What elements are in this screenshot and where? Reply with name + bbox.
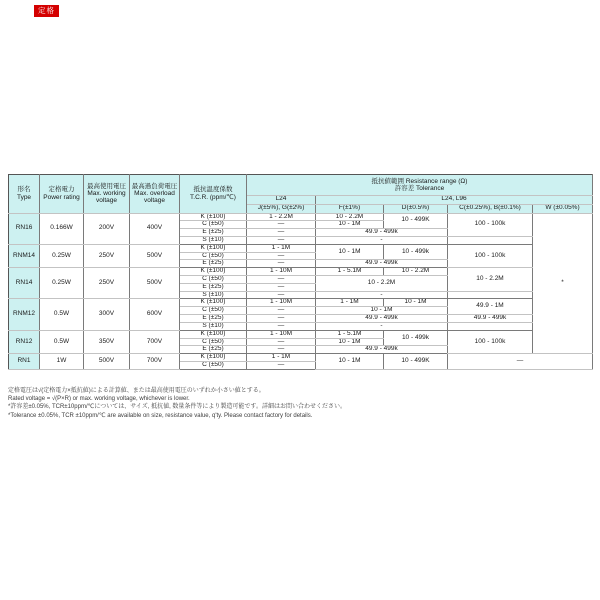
power-cell-rn14: 0.25W — [40, 268, 84, 299]
col-header-overload-ja: 最高過負荷電圧 — [131, 182, 178, 190]
range-cell: 49.9 - 499k — [316, 315, 448, 323]
tcr-cell: C (±50) — [180, 276, 247, 284]
working-cell-rn14: 250V — [84, 268, 130, 299]
overload-cell-rn14: 500V — [130, 268, 180, 299]
tcr-cell: S (±10) — [180, 236, 247, 244]
col-header-power-en: Power rating — [43, 193, 80, 201]
tcr-cell: E (±25) — [180, 229, 247, 237]
col-header-type-en: Type — [16, 193, 32, 201]
range-cell: 100 - 100k — [448, 213, 533, 236]
overload-cell-rnm14: 500V — [130, 244, 180, 267]
footnote-line-3: *許容差±0.05%, TCR±10ppm/℃については、サイズ, 抵抗値, 数量条件等により製造可能です。詳細はお問い合わせください。 — [8, 404, 346, 411]
range-cell: 49.9 - 1M — [448, 299, 533, 315]
range-cell: — — [247, 361, 316, 369]
tcr-cell: E (±25) — [180, 260, 247, 268]
col-header-tcr — [180, 175, 247, 214]
col-header-tol-cb: C(±0.25%), B(±0.1%) — [448, 204, 533, 213]
col-header-working-ja: 最高使用電圧 — [87, 182, 126, 190]
range-cell: — — [247, 236, 316, 244]
col-header-tol-w: W (±0.05%) — [533, 204, 593, 213]
working-cell-rn12: 350V — [84, 330, 130, 353]
range-cell: 10 - 2.2M — [448, 268, 533, 291]
footnote-line-4: *Tolerance ±0.05%, TCR ±10ppm/℃ are available on size, resistance value, q'ty. Please contact factory for details. — [8, 412, 313, 419]
power-cell-rn12: 0.5W — [40, 330, 84, 353]
range-cell-empty — [448, 322, 533, 330]
range-cell: 10 - 1M — [316, 307, 448, 315]
range-cell: 100 - 100k — [448, 244, 533, 267]
tcr-cell: C (±50) — [180, 361, 247, 369]
range-cell: 10 - 499k — [384, 330, 448, 346]
resistor-spec-table — [8, 174, 593, 370]
range-cell: 49.9 - 499k — [448, 315, 533, 323]
range-cell: — — [247, 315, 316, 323]
range-cell: — — [247, 260, 316, 268]
tcr-cell: C (±50) — [180, 252, 247, 260]
ratings-badge: 定格 — [34, 5, 59, 17]
range-cell: — — [247, 283, 316, 291]
col-header-power — [40, 175, 84, 214]
type-cell-rn16: RN16 — [9, 213, 40, 244]
range-cell: — — [448, 354, 593, 370]
range-cell: 1 - 10M — [247, 268, 316, 276]
working-cell-rnm14: 250V — [84, 244, 130, 267]
tcr-cell: C (±50) — [180, 307, 247, 315]
tcr-cell: S (±10) — [180, 322, 247, 330]
col-header-type — [9, 175, 40, 214]
tcr-cell: C (±50) — [180, 221, 247, 229]
range-cell: 10 - 499K — [384, 213, 448, 229]
power-cell-rnm12: 0.5W — [40, 299, 84, 330]
range-cell: 10 - 1M — [384, 299, 448, 307]
range-cell: 1 - 1M — [316, 299, 384, 307]
range-cell: — — [247, 322, 316, 330]
power-cell-rn16: 0.166W — [40, 213, 84, 244]
range-cell: 1 - 10M — [247, 299, 316, 307]
range-cell: 10 - 2.2M — [316, 276, 448, 292]
tcr-cell: E (±25) — [180, 315, 247, 323]
working-cell-rn16: 200V — [84, 213, 130, 244]
range-cell: 10 - 1M — [316, 338, 384, 346]
col-header-tol-jg: J(±5%), G(±2%) — [247, 204, 316, 213]
resistance-range-title: 抵抗値範囲 Resistance range (Ω) — [371, 177, 468, 185]
tcr-cell: K (±100) — [180, 330, 247, 338]
overload-cell-rn1: 700V — [130, 354, 180, 370]
col-header-working-en: Max. working voltage — [87, 190, 126, 205]
range-cell: 10 - 2.2M — [316, 213, 384, 221]
range-cell: 1 - 10M — [247, 330, 316, 338]
range-cell: 49.9 - 499k — [316, 229, 448, 237]
range-cell: — — [247, 338, 316, 346]
range-cell: 1 - 2.2M — [247, 213, 316, 221]
col-header-tol-d: D(±0.5%) — [384, 204, 448, 213]
overload-cell-rn12: 700V — [130, 330, 180, 353]
tcr-cell: E (±25) — [180, 283, 247, 291]
range-cell: 10 - 499K — [384, 354, 448, 370]
col-header-tol-f: F(±1%) — [316, 204, 384, 213]
type-cell-rn14: RN14 — [9, 268, 40, 299]
tcr-cell: E (±25) — [180, 346, 247, 354]
overload-cell-rnm12: 600V — [130, 299, 180, 330]
range-cell: — — [247, 307, 316, 315]
col-header-type-ja: 形名 — [17, 186, 31, 194]
footnote-line-2: Rated voltage = √(P×R) or max. working voltage, whichever is lower. — [8, 396, 190, 403]
range-cell: 1 - 1M — [247, 244, 316, 252]
tcr-cell: K (±100) — [180, 244, 247, 252]
range-cell: — — [247, 252, 316, 260]
col-header-l24: L24 — [247, 196, 316, 205]
type-cell-rn12: RN12 — [9, 330, 40, 353]
tcr-cell: K (±100) — [180, 299, 247, 307]
range-cell: 10 - 2.2M — [384, 268, 448, 276]
range-cell-empty — [448, 291, 533, 299]
range-cell: 1 - 5.1M — [316, 330, 384, 338]
range-cell: — — [247, 221, 316, 229]
range-cell: - — [316, 291, 448, 299]
tcr-cell: S (±10) — [180, 291, 247, 299]
type-cell-rnm12: RNM12 — [9, 299, 40, 330]
range-cell: 1 - 1M — [247, 354, 316, 362]
col-header-l24-l96: L24, L96 — [316, 196, 593, 205]
range-cell: 10 - 1M — [316, 221, 384, 229]
tcr-cell: K (±100) — [180, 268, 247, 276]
col-header-resistance-range — [247, 175, 593, 196]
range-cell: 100 - 100k — [448, 330, 533, 353]
range-cell: 10 - 499k — [384, 244, 448, 260]
footnote-line-1: 定格電圧は√(定格電力×抵抗値)による計算値、または最高使用電圧のいずれか小さい値とする。 — [8, 388, 265, 394]
col-header-tcr-ja: 抵抗温度係数 — [193, 186, 233, 194]
range-cell: — — [247, 276, 316, 284]
col-header-power-ja: 定格電力 — [48, 186, 75, 194]
range-cell: 49.9 - 499k — [316, 260, 448, 268]
col-header-overload-voltage — [130, 175, 180, 214]
tcr-cell: C (±50) — [180, 338, 247, 346]
range-cell: 49.9 - 499k — [316, 346, 448, 354]
type-cell-rnm14: RNM14 — [9, 244, 40, 267]
range-cell: — — [247, 229, 316, 237]
range-cell-empty — [448, 236, 533, 244]
overload-cell-rn16: 400V — [130, 213, 180, 244]
col-header-tcr-en: T.C.R. (ppm/℃) — [190, 193, 236, 201]
range-cell: — — [247, 291, 316, 299]
tcr-cell: K (±100) — [180, 213, 247, 221]
range-cell: 10 - 1M — [316, 244, 384, 260]
tcr-cell: K (±100) — [180, 354, 247, 362]
range-cell: — — [247, 346, 316, 354]
type-cell-rn1: RN1 — [9, 354, 40, 370]
tolerance-title: 許容差 Tolerance — [394, 185, 445, 192]
footnotes — [8, 387, 346, 420]
w-column-note-cell: * — [533, 213, 593, 354]
working-cell-rnm12: 300V — [84, 299, 130, 330]
power-cell-rnm14: 0.25W — [40, 244, 84, 267]
range-cell: - — [316, 322, 448, 330]
col-header-working-voltage — [84, 175, 130, 214]
col-header-overload-en: Max. overload voltage — [134, 190, 175, 205]
range-cell: 1 - 5.1M — [316, 268, 384, 276]
power-cell-rn1: 1W — [40, 354, 84, 370]
working-cell-rn1: 500V — [84, 354, 130, 370]
range-cell: 10 - 1M — [316, 354, 384, 370]
range-cell: - — [316, 236, 448, 244]
